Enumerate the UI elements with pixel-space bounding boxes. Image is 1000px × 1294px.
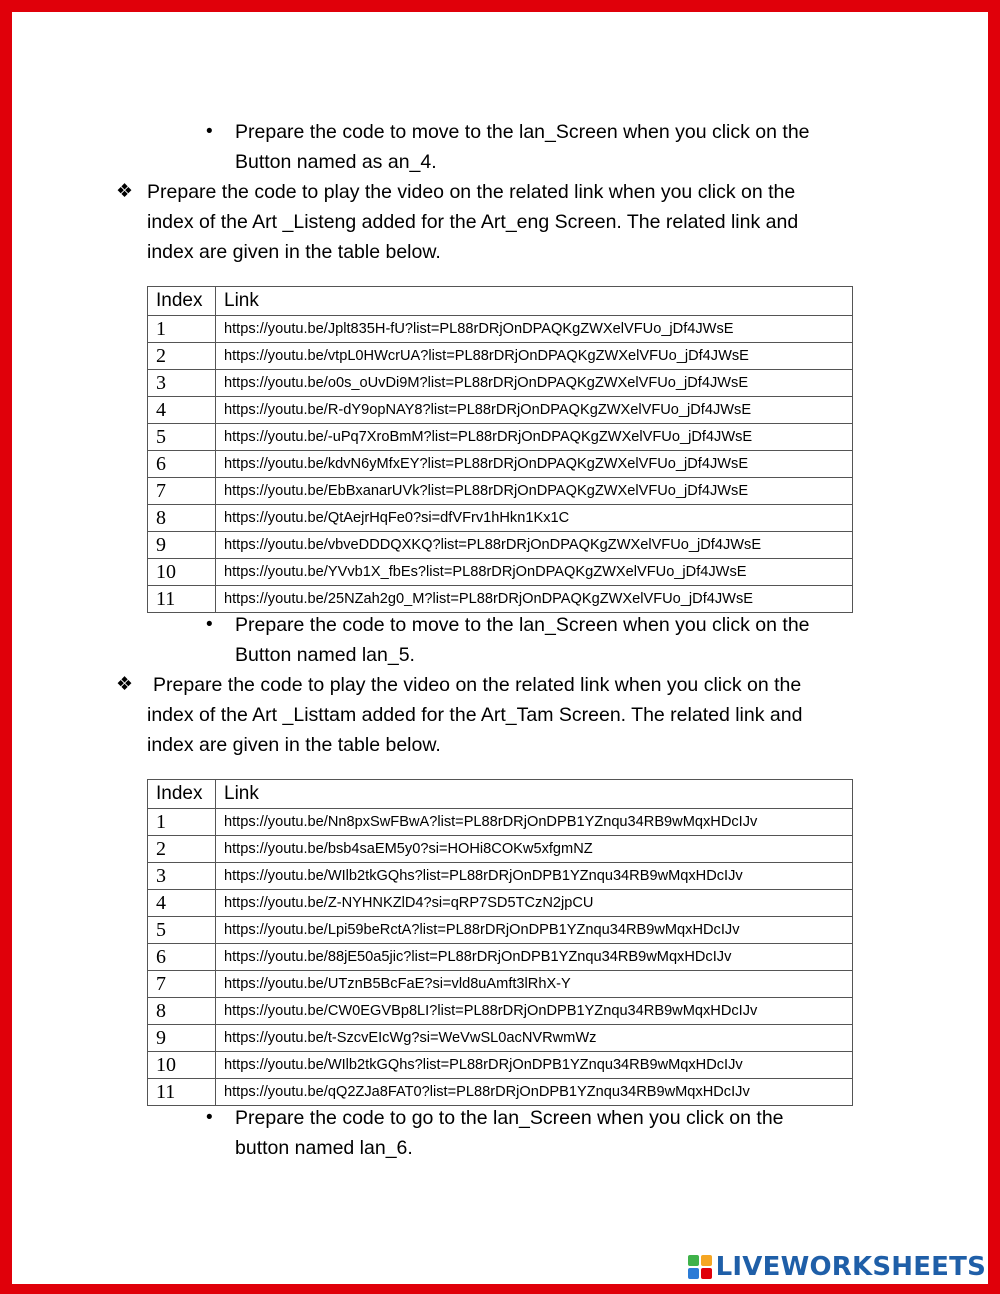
- row-index[interactable]: 7: [148, 478, 216, 505]
- table-row: [148, 532, 853, 559]
- row-index[interactable]: 6: [148, 944, 216, 971]
- table-header-row: [148, 287, 853, 316]
- section-line: Prepare the code to play the video on the related link when you click on the: [147, 181, 796, 203]
- brand-mark-icon: [688, 1255, 712, 1279]
- row-link[interactable]: https://youtu.be/bsb4saEM5y0?si=HOHi8COKw5xfgmNZ: [216, 836, 853, 863]
- row-link[interactable]: https://youtu.be/Z-NYHNKZlD4?si=qRP7SD5TCzN2jpCU: [216, 890, 853, 917]
- bullet-line: Prepare the code to go to the lan_Screen when you click on the: [235, 1107, 784, 1129]
- table-row: [148, 1025, 853, 1052]
- section-line: index are given in the table below.: [147, 241, 441, 263]
- table-row: [148, 478, 853, 505]
- bullet-line: button named lan_6.: [235, 1137, 413, 1159]
- row-index[interactable]: 4: [148, 890, 216, 917]
- row-link[interactable]: https://youtu.be/YVvb1X_fbEs?list=PL88rDRjOnDPAQKgZWXelVFUo_jDf4JWsE: [216, 559, 853, 586]
- table-row: [148, 397, 853, 424]
- table-row: [148, 1079, 853, 1106]
- header-link: Link: [216, 287, 853, 316]
- row-link[interactable]: https://youtu.be/vbveDDDQXKQ?list=PL88rDRjOnDPAQKgZWXelVFUo_jDf4JWsE: [216, 532, 853, 559]
- table-row: [148, 1052, 853, 1079]
- row-link[interactable]: https://youtu.be/Nn8pxSwFBwA?list=PL88rDRjOnDPB1YZnqu34RB9wMqxHDcIJv: [216, 809, 853, 836]
- row-link[interactable]: https://youtu.be/R-dY9opNAY8?list=PL88rDRjOnDPAQKgZWXelVFUo_jDf4JWsE: [216, 397, 853, 424]
- table-row: [148, 505, 853, 532]
- bullet-marker: •: [206, 1107, 213, 1128]
- row-link[interactable]: https://youtu.be/vtpL0HWcrUA?list=PL88rDRjOnDPAQKgZWXelVFUo_jDf4JWsE: [216, 343, 853, 370]
- table-row: [148, 971, 853, 998]
- table-row: [148, 890, 853, 917]
- link-table-eng: [147, 286, 853, 613]
- bullet-marker: •: [206, 614, 213, 635]
- row-index[interactable]: 4: [148, 397, 216, 424]
- section-line: index of the Art _Listtam added for the Art_Tam Screen. The related link and: [147, 704, 803, 726]
- row-link[interactable]: https://youtu.be/-uPq7XroBmM?list=PL88rDRjOnDPAQKgZWXelVFUo_jDf4JWsE: [216, 424, 853, 451]
- row-index[interactable]: 2: [148, 343, 216, 370]
- row-link[interactable]: https://youtu.be/t-SzcvEIcWg?si=WeVwSL0acNVRwmWz: [216, 1025, 853, 1052]
- row-index[interactable]: 10: [148, 559, 216, 586]
- table-row: [148, 370, 853, 397]
- table-row: [148, 917, 853, 944]
- table-row: [148, 863, 853, 890]
- diamond-marker: ❖: [116, 181, 134, 202]
- brand-name: LIVEWORKSHEETS: [715, 1252, 986, 1282]
- table-row: [148, 451, 853, 478]
- row-index[interactable]: 6: [148, 451, 216, 478]
- section-line: index of the Art _Listeng added for the Art_eng Screen. The related link and: [147, 211, 799, 233]
- bullet-line: Prepare the code to move to the lan_Screen when you click on the: [235, 121, 810, 143]
- row-index[interactable]: 11: [148, 586, 216, 613]
- row-index[interactable]: 10: [148, 1052, 216, 1079]
- table-row: [148, 559, 853, 586]
- table-row: [148, 586, 853, 613]
- row-link[interactable]: https://youtu.be/qQ2ZJa8FAT0?list=PL88rDRjOnDPB1YZnqu34RB9wMqxHDcIJv: [216, 1079, 853, 1106]
- row-index[interactable]: 1: [148, 316, 216, 343]
- table-row: [148, 316, 853, 343]
- row-index[interactable]: 3: [148, 863, 216, 890]
- row-index[interactable]: 7: [148, 971, 216, 998]
- row-link[interactable]: https://youtu.be/Jplt835H-fU?list=PL88rDRjOnDPAQKgZWXelVFUo_jDf4JWsE: [216, 316, 853, 343]
- row-link[interactable]: https://youtu.be/88jE50a5jic?list=PL88rDRjOnDPB1YZnqu34RB9wMqxHDcIJv: [216, 944, 853, 971]
- header-index: Index: [148, 287, 216, 316]
- diamond-marker: ❖: [116, 674, 134, 695]
- table-row: [148, 998, 853, 1025]
- row-index[interactable]: 5: [148, 424, 216, 451]
- header-index: Index: [148, 780, 216, 809]
- row-index[interactable]: 5: [148, 917, 216, 944]
- row-index[interactable]: 3: [148, 370, 216, 397]
- instruction-bullet-3: [235, 1103, 875, 1163]
- row-index[interactable]: 1: [148, 809, 216, 836]
- row-link[interactable]: https://youtu.be/CW0EGVBp8LI?list=PL88rDRjOnDPB1YZnqu34RB9wMqxHDcIJv: [216, 998, 853, 1025]
- link-table-tam: [147, 779, 853, 1106]
- row-index[interactable]: 8: [148, 998, 216, 1025]
- bullet-line: Button named as an_4.: [235, 151, 437, 173]
- row-index[interactable]: 2: [148, 836, 216, 863]
- row-index[interactable]: 9: [148, 1025, 216, 1052]
- row-index[interactable]: 9: [148, 532, 216, 559]
- row-link[interactable]: https://youtu.be/Lpi59beRctA?list=PL88rDRjOnDPB1YZnqu34RB9wMqxHDcIJv: [216, 917, 853, 944]
- table-row: [148, 424, 853, 451]
- header-link: Link: [216, 780, 853, 809]
- instruction-bullet-2: [235, 610, 875, 670]
- table-header-row: [148, 780, 853, 809]
- row-index[interactable]: 8: [148, 505, 216, 532]
- row-index[interactable]: 11: [148, 1079, 216, 1106]
- table-row: [148, 944, 853, 971]
- liveworksheets-logo: [688, 1252, 986, 1282]
- section-line: Prepare the code to play the video on the related link when you click on the: [153, 674, 802, 696]
- row-link[interactable]: https://youtu.be/WIlb2tkGQhs?list=PL88rDRjOnDPB1YZnqu34RB9wMqxHDcIJv: [216, 863, 853, 890]
- table-row: [148, 836, 853, 863]
- bullet-marker: •: [206, 121, 213, 142]
- row-link[interactable]: https://youtu.be/25NZah2g0_M?list=PL88rDRjOnDPAQKgZWXelVFUo_jDf4JWsE: [216, 586, 853, 613]
- instruction-bullet-1: [235, 117, 875, 177]
- bullet-line: Prepare the code to move to the lan_Screen when you click on the: [235, 614, 810, 636]
- row-link[interactable]: https://youtu.be/kdvN6yMfxEY?list=PL88rDRjOnDPAQKgZWXelVFUo_jDf4JWsE: [216, 451, 853, 478]
- table-row: [148, 343, 853, 370]
- row-link[interactable]: https://youtu.be/o0s_oUvDi9M?list=PL88rDRjOnDPAQKgZWXelVFUo_jDf4JWsE: [216, 370, 853, 397]
- row-link[interactable]: https://youtu.be/UTznB5BcFaE?si=vld8uAmft3lRhX-Y: [216, 971, 853, 998]
- row-link[interactable]: https://youtu.be/QtAejrHqFe0?si=dfVFrv1hHkn1Kx1C: [216, 505, 853, 532]
- instruction-section-2: [147, 670, 867, 760]
- row-link[interactable]: https://youtu.be/WIlb2tkGQhs?list=PL88rDRjOnDPB1YZnqu34RB9wMqxHDcIJv: [216, 1052, 853, 1079]
- table-row: [148, 809, 853, 836]
- section-line: index are given in the table below.: [147, 734, 441, 756]
- bullet-line: Button named lan_5.: [235, 644, 415, 666]
- row-link[interactable]: https://youtu.be/EbBxanarUVk?list=PL88rDRjOnDPAQKgZWXelVFUo_jDf4JWsE: [216, 478, 853, 505]
- instruction-section-1: [147, 177, 867, 267]
